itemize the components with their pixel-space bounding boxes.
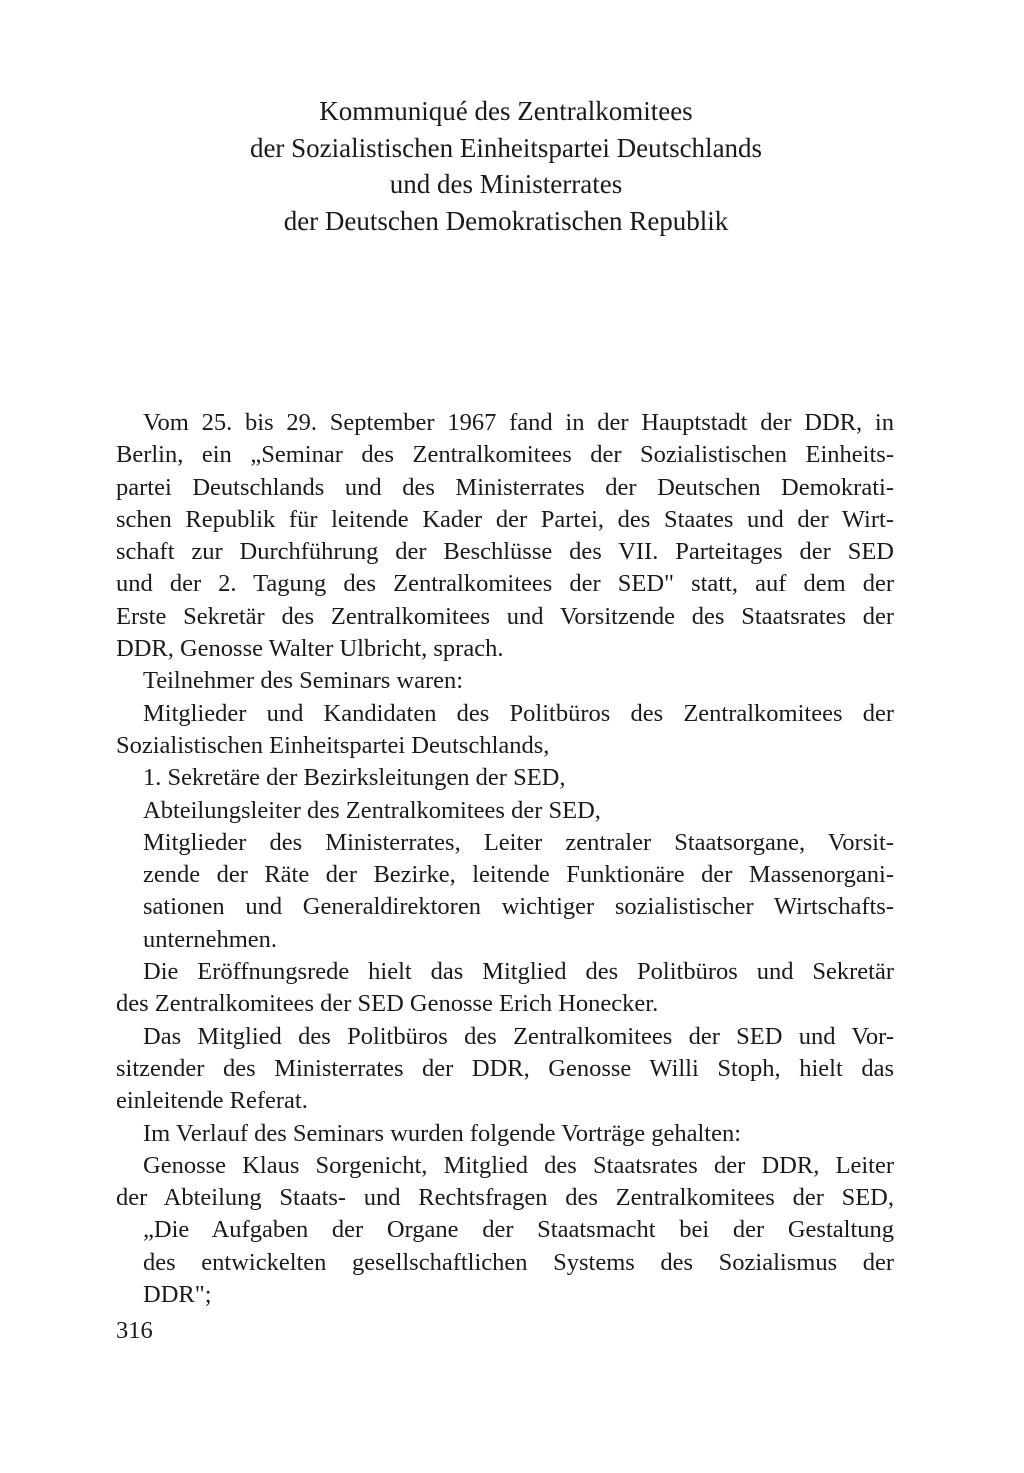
title-line: der Sozialistischen Einheitspartei Deutschlands [249,132,763,163]
text-line: „Die Aufgaben der Organe der Staatsmacht bei der Gestaltung [143,1216,894,1244]
text-line: der Abteilung Staats- und Rechtsfragen des Zentralkomitees der SED, [116,1184,894,1212]
text-line: partei Deutschlands und des Ministerrates der Deutschen Demokrati- [116,473,894,501]
title-line: der Deutschen Demokratischen Republik [283,205,729,236]
text-line: Sozialistischen Einheitspartei Deutschlands, [116,731,550,759]
body-text [116,407,894,1311]
text-line: Im Verlauf des Seminars wurden folgende Vorträge gehalten: [143,1119,742,1147]
text-line: Berlin, ein „Seminar des Zentralkomitees der Sozialistischen Einheits- [116,441,894,469]
page-number: 316 [116,1317,153,1344]
text-line: sationen und Generaldirektoren wichtiger sozialistischer Wirtschafts- [143,893,894,921]
text-line: und der 2. Tagung des Zentralkomitees der SED" statt, auf dem der [116,570,894,598]
text-line: Die Eröffnungsrede hielt das Mitglied des Politbüros und Sekretär [143,958,894,986]
document-title [0,93,1012,239]
text-line: sitzender des Ministerrates der DDR, Genosse Willi Stoph, hielt das [116,1054,894,1082]
text-line: schaft zur Durchführung der Beschlüsse des VII. Parteitages der SED [116,538,894,566]
text-line: Genosse Klaus Sorgenicht, Mitglied des Staatsrates der DDR, Leiter [143,1151,894,1179]
text-line: Erste Sekretär des Zentralkomitees und Vorsitzende des Staatsrates der [116,602,894,630]
text-line: Mitglieder des Ministerrates, Leiter zentraler Staatsorgane, Vorsit- [143,828,894,856]
text-line: DDR"; [143,1281,212,1309]
text-line: 1. Sekretäre der Bezirksleitungen der SED, [143,764,566,792]
text-line: einleitende Referat. [116,1087,308,1115]
title-line: Kommuniqué des Zentralkomitees [319,96,693,126]
text-line: unternehmen. [143,925,278,953]
text-line: des Zentralkomitees der SED Genosse Erich Honecker. [116,990,659,1018]
text-line: Teilnehmer des Seminars waren: [143,667,464,695]
text-line: Abteilungsleiter des Zentralkomitees der SED, [143,796,601,824]
text-line: DDR, Genosse Walter Ulbricht, sprach. [116,635,504,663]
text-line: Das Mitglied des Politbüros des Zentralkomitees der SED und Vor- [143,1022,894,1050]
text-line: des entwickelten gesellschaftlichen Systems des Sozialismus der [143,1248,894,1276]
text-line: schen Republik für leitende Kader der Partei, des Staates und der Wirt- [116,505,894,533]
text-line: Vom 25. bis 29. September 1967 fand in der Hauptstadt der DDR, in [143,409,894,436]
title-line: und des Ministerrates [389,169,623,199]
text-line: zende der Räte der Bezirke, leitende Funktionäre der Massenorgani- [143,861,894,889]
text-line: Mitglieder und Kandidaten des Politbüros des Zentralkomitees der [143,699,894,727]
